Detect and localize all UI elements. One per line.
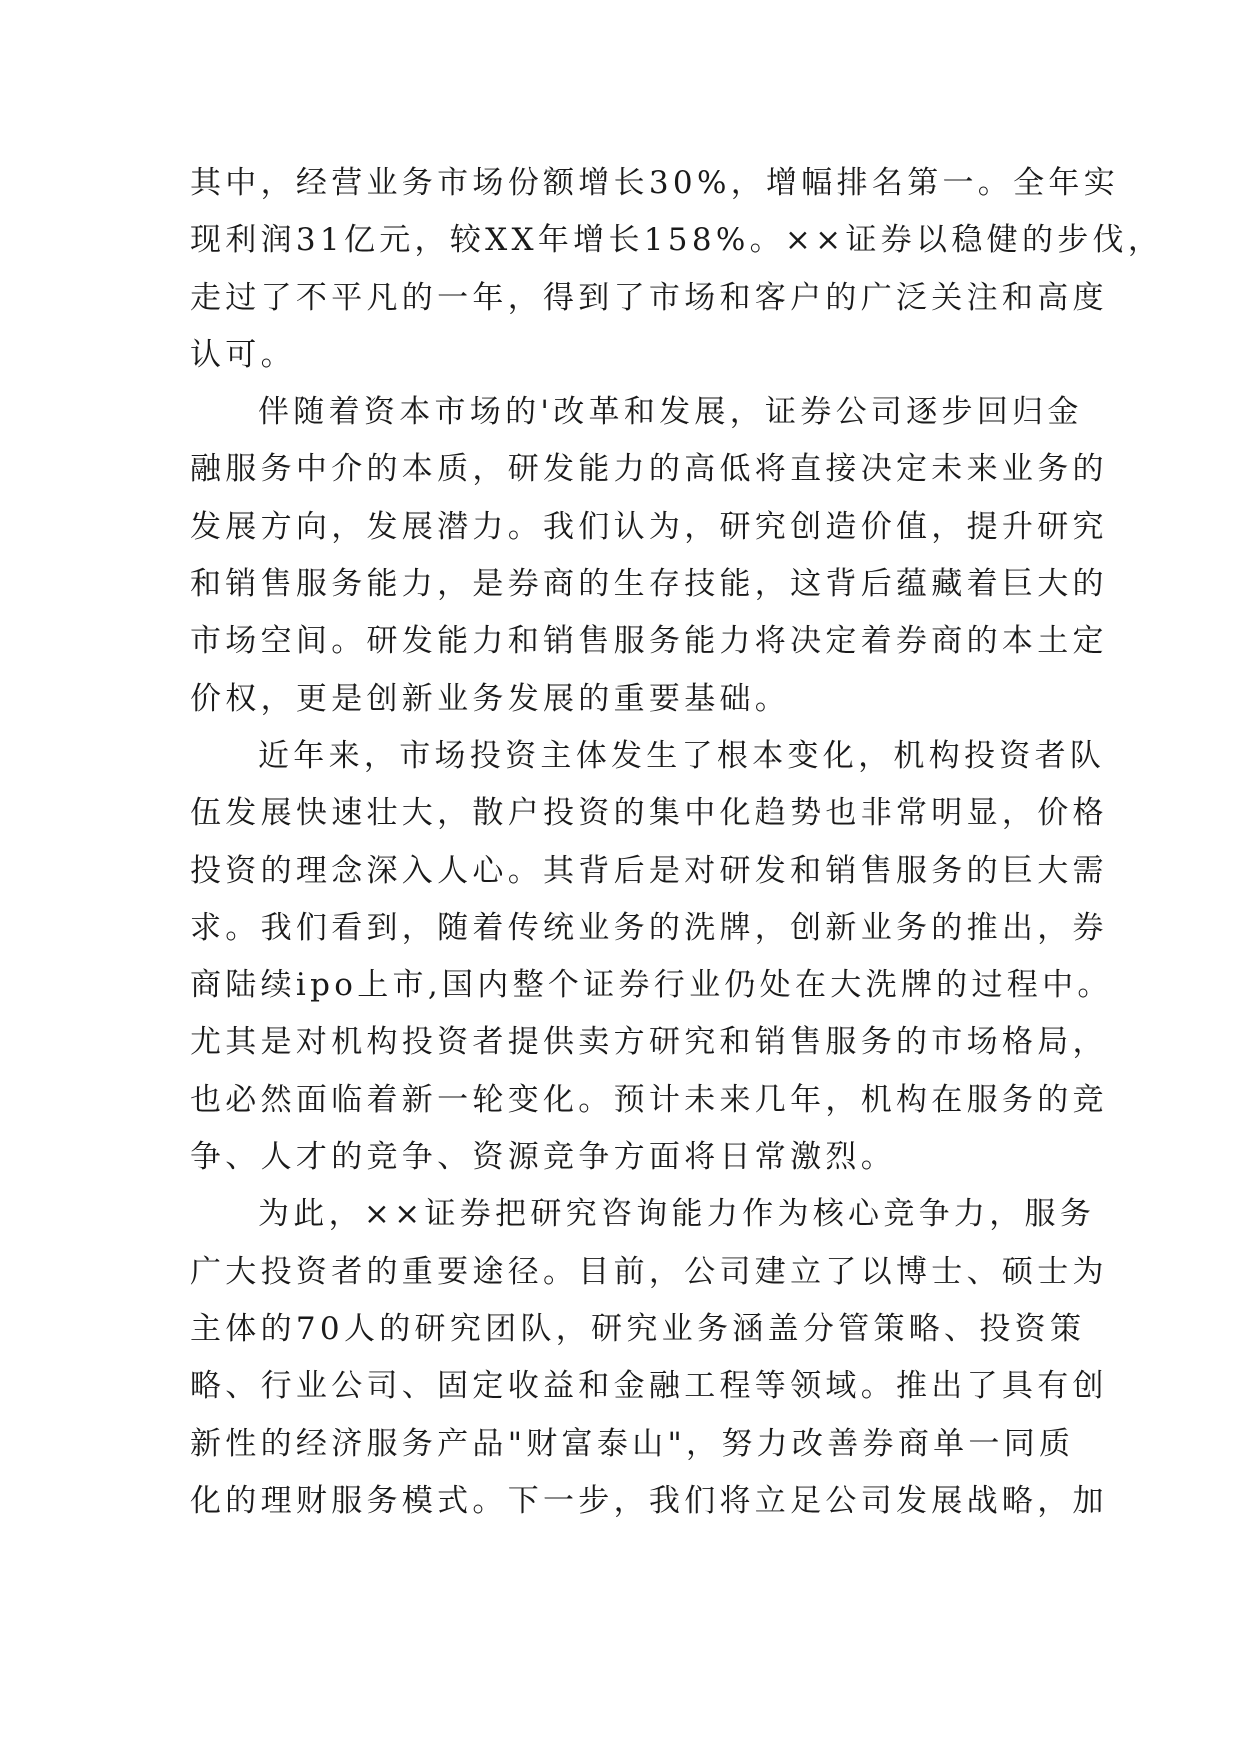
text-line: 略、行业公司、固定收益和金融工程等领域。推出了具有创	[190, 1368, 1108, 1405]
text-line: 尤其是对机构投资者提供卖方研究和销售服务的市场格局，	[190, 1024, 1108, 1061]
paragraph-first-line: 伴随着资本市场的'改革和发展，证券公司逐步回归金	[258, 394, 1083, 431]
text-line: 认可。	[190, 336, 296, 373]
text-line: 新性的经济服务产品"财富泰山"，努力改善券商单一同质	[190, 1425, 1075, 1462]
text-line: 争、人才的竞争、资源竞争方面将日常激烈。	[190, 1139, 896, 1176]
text-line: 投资的理念深入人心。其背后是对研发和销售服务的巨大需	[190, 852, 1108, 889]
text-line: 主体的70人的研究团队，研究业务涵盖分管策略、投资策	[190, 1310, 1086, 1347]
text-line: 求。我们看到，随着传统业务的洗牌，创新业务的推出，券	[190, 909, 1108, 946]
text-line: 伍发展快速壮大，散户投资的集中化趋势也非常明显，价格	[190, 795, 1108, 832]
document-body	[190, 155, 1164, 1530]
paragraph-first-line: 近年来，市场投资主体发生了根本变化，机构投资者队	[258, 737, 1106, 774]
text-line: 市场空间。研发能力和销售服务能力将决定着券商的本土定	[190, 623, 1108, 660]
text-line: 化的理财服务模式。下一步，我们将立足公司发展战略，加	[190, 1482, 1108, 1519]
text-line: 和销售服务能力，是券商的生存技能，这背后蕴藏着巨大的	[190, 566, 1108, 603]
text-line: 走过了不平凡的一年，得到了市场和客户的广泛关注和高度	[190, 279, 1108, 316]
text-line: 现利润31亿元，较XX年增长158%。××证券以稳健的步伐，	[190, 222, 1164, 259]
text-line: 也必然面临着新一轮变化。预计未来几年，机构在服务的竞	[190, 1081, 1108, 1118]
text-line: 发展方向，发展潜力。我们认为，研究创造价值，提升研究	[190, 508, 1108, 545]
text-line: 商陆续ipo上市,国内整个证券行业仍处在大洗牌的过程中。	[190, 967, 1113, 1004]
text-line: 价权，更是创新业务发展的重要基础。	[190, 680, 791, 717]
text-line: 融服务中介的本质，研发能力的高低将直接决定未来业务的	[190, 451, 1108, 488]
paragraph-first-line: 为此，××证券把研究咨询能力作为核心竞争力，服务	[258, 1196, 1096, 1233]
text-line: 广大投资者的重要途径。目前，公司建立了以博士、硕士为	[190, 1253, 1108, 1290]
text-line: 其中，经营业务市场份额增长30%，增幅排名第一。全年实	[190, 165, 1119, 201]
